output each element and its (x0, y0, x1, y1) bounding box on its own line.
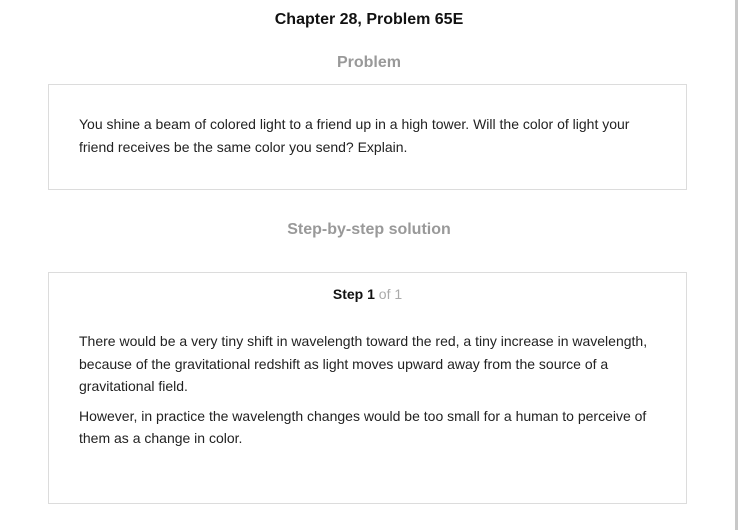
problem-heading: Problem (336, 54, 401, 71)
solution-card (48, 272, 687, 504)
problem-text: You shine a beam of colored light to a friend up in a high tower. Will the color of light your friend receives be the same color you send? Explain. (79, 116, 630, 155)
step-indicator (79, 286, 656, 302)
solution-paragraph: However, in practice the wavelength changes would be too small for a human to perceive of them as a change in color. (79, 407, 647, 446)
solution-paragraph: There would be a very tiny shift in wavelength toward the red, a tiny increase in wavelength, because of the gravitational redshift as light moves upward away from the source of a gravitational field. (79, 333, 648, 394)
step-word: Step (332, 286, 364, 302)
solution-heading: Step-by-step solution (287, 221, 451, 238)
problem-card (48, 84, 687, 190)
chapter-title: Chapter 28, Problem 65E (274, 11, 464, 28)
step-total: of 1 (378, 286, 403, 302)
step-number: 1 (367, 286, 375, 302)
